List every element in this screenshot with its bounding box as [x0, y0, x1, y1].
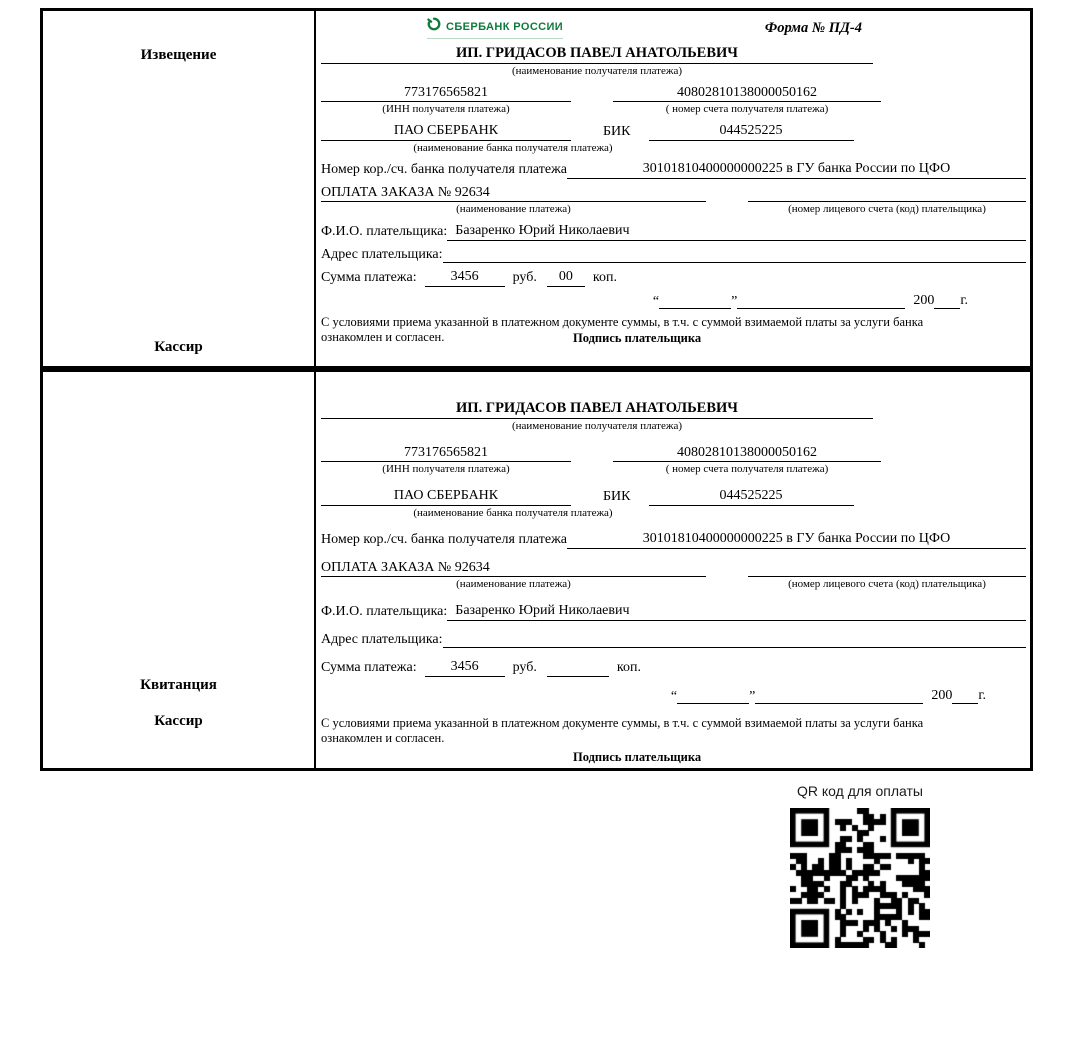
purpose-row: [321, 559, 1026, 578]
date-month-line: [755, 688, 923, 704]
bank-name: ПАО СБЕРБАНК: [321, 122, 571, 141]
payer-address-row: [321, 246, 1026, 264]
receipt-body: [316, 372, 1030, 768]
payer-name-row: [321, 602, 1026, 621]
year-suffix: г.: [978, 687, 986, 703]
payee-caption: (наименование получателя платежа): [511, 65, 683, 77]
bik-label: БИК: [603, 489, 631, 504]
amount-rub: 3456: [425, 658, 505, 677]
open-quote: “: [652, 294, 660, 309]
bank-caption: (наименование банка получателя платежа): [413, 506, 613, 519]
payee-account: 40802810138000050162: [613, 84, 881, 103]
notice-body: [316, 11, 1030, 366]
sberbank-emblem-icon: [427, 17, 441, 36]
year-prefix: 200: [913, 292, 935, 308]
notice-section: [40, 8, 1033, 369]
sberbank-logo-text: СБЕРБАНК РОССИИ: [446, 20, 564, 33]
corr-label: Номер кор./сч. банка получателя платежа: [321, 162, 567, 178]
bank-name: ПАО СБЕРБАНК: [321, 487, 571, 506]
qr-section: [786, 783, 934, 953]
inn-account-captions: [321, 463, 1026, 477]
bank-caption: (наименование банка получателя платежа): [413, 141, 613, 154]
qr-code: [790, 808, 930, 948]
corr-account-row: [321, 530, 1026, 549]
payer-address-label: Адрес плательщика:: [321, 631, 443, 647]
close-quote: ”: [749, 689, 756, 704]
payment-purpose: ОПЛАТА ЗАКАЗА № 92634: [321, 559, 706, 578]
rub-label: руб.: [512, 270, 537, 285]
bank-bik-row: [321, 487, 1026, 506]
amount-rub: 3456: [425, 268, 505, 287]
payee-name: ИП. ГРИДАСОВ ПАВЕЛ АНАТОЛЬЕВИЧ: [321, 400, 873, 419]
payment-purpose: ОПЛАТА ЗАКАЗА № 92634: [321, 184, 706, 203]
personal-account-line: [748, 576, 1026, 577]
notice-cashier-label: Кассир: [154, 339, 203, 355]
account-caption: ( номер счета получателя платежа): [665, 463, 829, 476]
payer-name-row: [321, 222, 1026, 241]
amount-row: [321, 658, 1026, 677]
amount-label: Сумма платежа:: [321, 270, 417, 285]
inn-account-row: [321, 444, 1026, 463]
date-month-line: [737, 293, 905, 309]
personal-account-caption: (номер лицевого счета (код) плательщика): [788, 203, 986, 216]
year-suffix: г.: [960, 292, 968, 308]
open-quote: “: [670, 689, 678, 704]
payee-account: 40802810138000050162: [613, 444, 881, 463]
purpose-caption: (наименование платежа): [456, 578, 571, 591]
kop-label: коп.: [616, 660, 641, 675]
inn-caption: (ИНН получателя платежа): [382, 463, 510, 476]
bik-value: 044525225: [649, 487, 854, 506]
agreement-text-line2: ознакомлен и согласен.: [321, 731, 445, 746]
notice-title: Извещение: [140, 47, 217, 63]
bik-value: 044525225: [649, 122, 854, 141]
date-day-line: [659, 293, 731, 309]
personal-account-line: [748, 201, 1026, 202]
corr-account-row: [321, 160, 1026, 179]
corr-account: 30101810400000000225 в ГУ банка России по ЦФО: [567, 530, 1026, 549]
receipt-left-column: [43, 372, 316, 768]
date-row: [321, 687, 986, 705]
signature-label: Подпись плательщика: [573, 330, 702, 345]
payer-name: Базаренко Юрий Николаевич: [447, 222, 1026, 241]
inn-caption: (ИНН получателя платежа): [382, 103, 510, 116]
rub-label: руб.: [512, 660, 537, 675]
account-caption: ( номер счета получателя платежа): [665, 103, 829, 116]
payee-name: ИП. ГРИДАСОВ ПАВЕЛ АНАТОЛЬЕВИЧ: [321, 45, 873, 64]
amount-label: Сумма платежа:: [321, 660, 417, 675]
purpose-captions: [321, 203, 1026, 217]
amount-kop: [547, 660, 609, 677]
year-line: [952, 688, 978, 704]
payer-name-label: Ф.И.О. плательщика:: [321, 224, 448, 239]
payer-name-label: Ф.И.О. плательщика:: [321, 604, 448, 619]
agreement-text-line1: С условиями приема указанной в платежном документе суммы, в т.ч. с суммой взимаемой платы за услуги банка: [321, 315, 924, 329]
payee-inn: 773176565821: [321, 444, 571, 463]
personal-account-caption: (номер лицевого счета (код) плательщика): [788, 578, 986, 591]
close-quote: ”: [731, 294, 738, 309]
signature-label: Подпись плательщика: [573, 749, 702, 764]
bik-label: БИК: [603, 124, 631, 139]
payer-address-label: Адрес плательщика:: [321, 246, 443, 262]
payee-inn: 773176565821: [321, 84, 571, 103]
date-day-line: [677, 688, 749, 704]
year-prefix: 200: [931, 687, 953, 703]
notice-left-column: [43, 11, 316, 366]
corr-account: 30101810400000000225 в ГУ банка России по ЦФО: [567, 160, 1026, 179]
receipt-cashier-label: Кассир: [154, 713, 203, 729]
notice-header-row: [321, 16, 1026, 40]
agreement-text-line2: ознакомлен и согласен.: [321, 330, 445, 345]
payer-name: Базаренко Юрий Николаевич: [447, 602, 1026, 621]
year-line: [934, 293, 960, 309]
payer-address-line: [443, 631, 1026, 648]
amount-row: [321, 268, 1026, 287]
inn-account-captions: [321, 103, 1026, 117]
agreement-block: [321, 315, 1026, 346]
payer-address-row: [321, 631, 1026, 649]
inn-account-row: [321, 84, 1026, 103]
purpose-row: [321, 184, 1026, 203]
bank-bik-row: [321, 122, 1026, 141]
receipt-title: Квитанция: [140, 677, 217, 693]
payer-address-line: [443, 246, 1026, 263]
agreement-text-line1: С условиями приема указанной в платежном документе суммы, в т.ч. с суммой взимаемой платы за услуги банка: [321, 716, 924, 730]
qr-label: QR код для оплаты: [796, 783, 923, 799]
purpose-captions: [321, 578, 1026, 592]
corr-label: Номер кор./сч. банка получателя платежа: [321, 532, 567, 548]
kop-label: коп.: [592, 270, 617, 285]
amount-kop: 00: [547, 268, 585, 287]
form-number: Форма № ПД-4: [764, 19, 862, 36]
payee-caption: (наименование получателя платежа): [511, 420, 683, 432]
date-row: [321, 292, 968, 310]
sberbank-logo: [427, 17, 563, 39]
receipt-section: [40, 369, 1033, 771]
purpose-caption: (наименование платежа): [456, 203, 571, 216]
agreement-block: [321, 716, 1026, 765]
